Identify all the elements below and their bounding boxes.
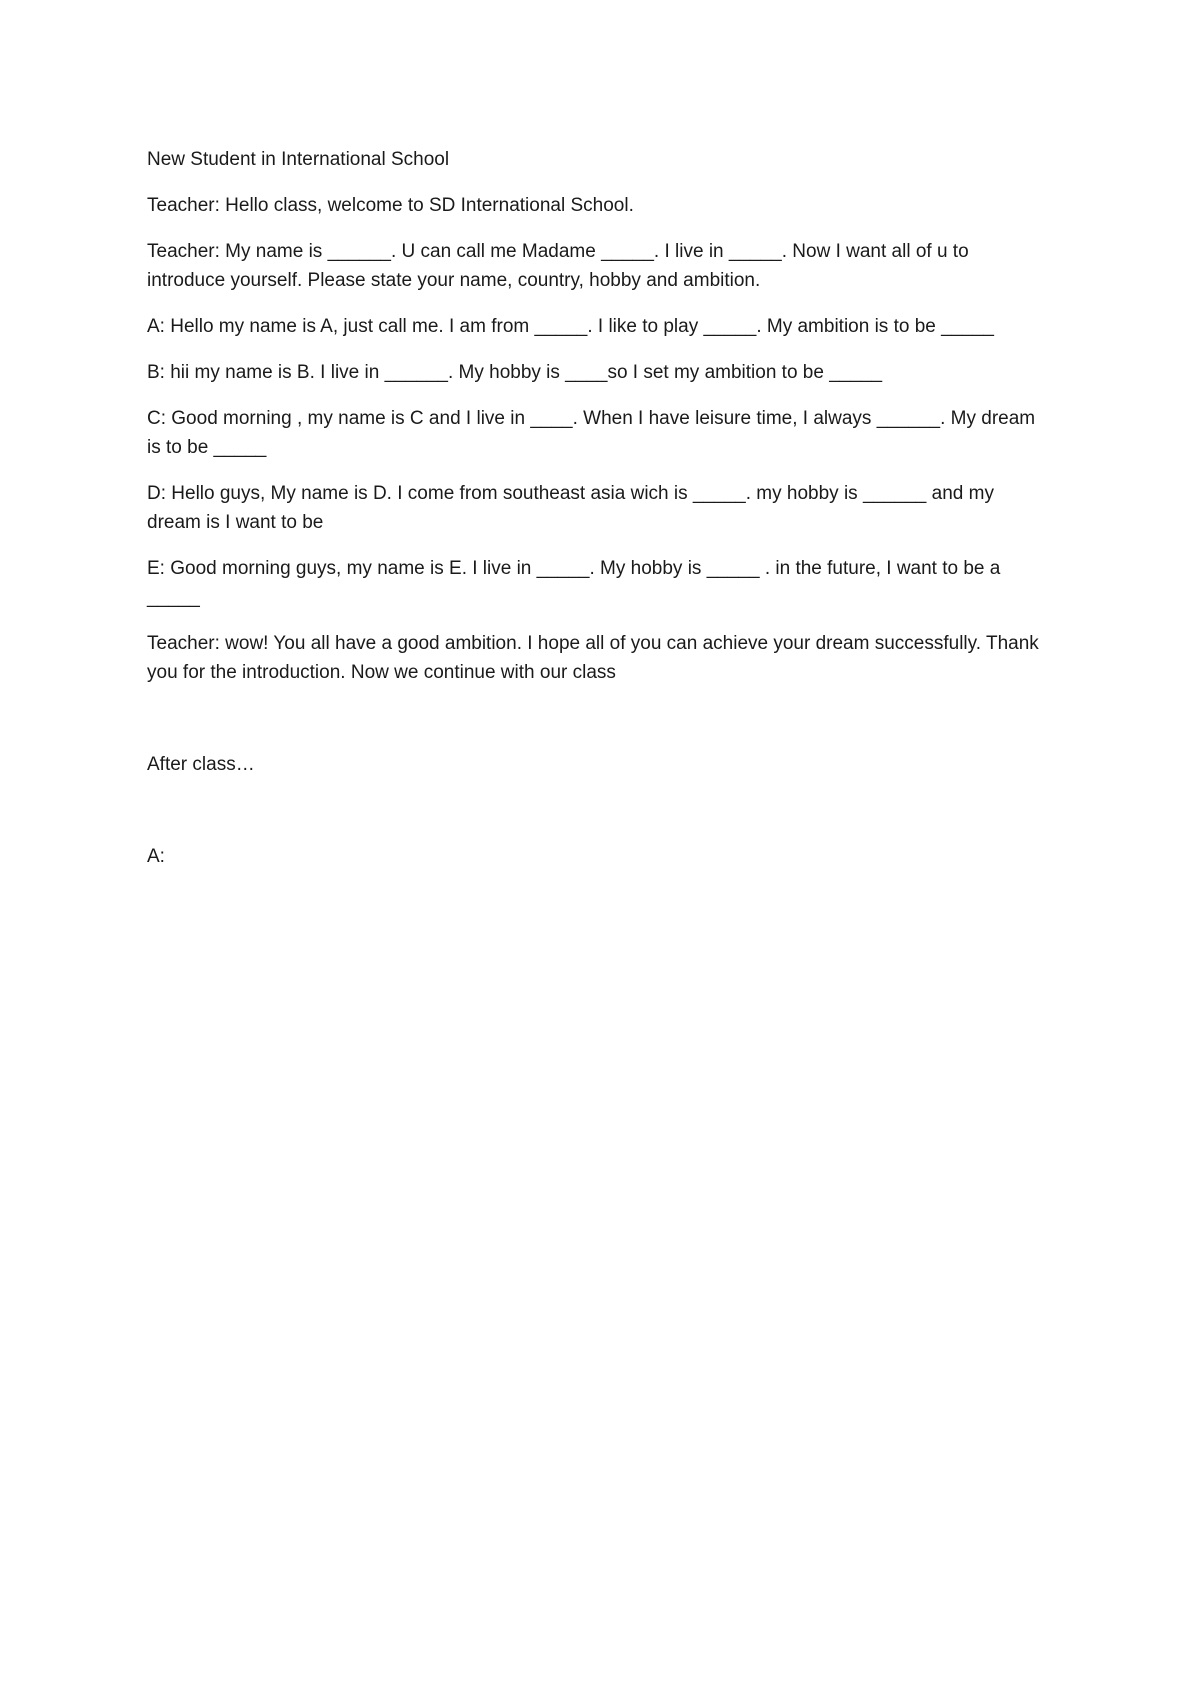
after-class-heading: After class… (147, 754, 255, 775)
document-title: New Student in International School (147, 149, 450, 170)
paragraph-student-a: A: Hello my name is A, just call me. I am from _____. I like to play _____. My ambition is to be _____ (147, 316, 994, 337)
final-speaker-line: A: (147, 846, 165, 867)
paragraph-student-e: E: Good morning guys, my name is E. I live in _____. My hobby is _____ . in the future, I want to be a _____ (147, 558, 1001, 608)
paragraph-student-c: C: Good morning , my name is C and I live in ____. When I have leisure time, I always ______. My dream is to be _____ (147, 408, 1036, 458)
paragraph-student-d: D: Hello guys, My name is D. I come from southeast asia wich is _____. my hobby is ______ and my dream is I want to be (147, 483, 994, 533)
paragraph-teacher-welcome: Teacher: Hello class, welcome to SD International School. (147, 195, 634, 216)
paragraph-teacher-intro: Teacher: My name is ______. U can call me Madame _____. I live in _____. Now I want all of u to introduce yourself. Please state your name, country, hobby and ambition. (147, 241, 969, 291)
paragraph-student-b: B: hii my name is B. I live in ______. My hobby is ____so I set my ambition to be _____ (147, 362, 883, 383)
document-body (147, 145, 1047, 888)
paragraph-teacher-closing: Teacher: wow! You all have a good ambition. I hope all of you can achieve your dream successfully. Thank you for the introduction. Now we continue with our class (147, 633, 1039, 683)
